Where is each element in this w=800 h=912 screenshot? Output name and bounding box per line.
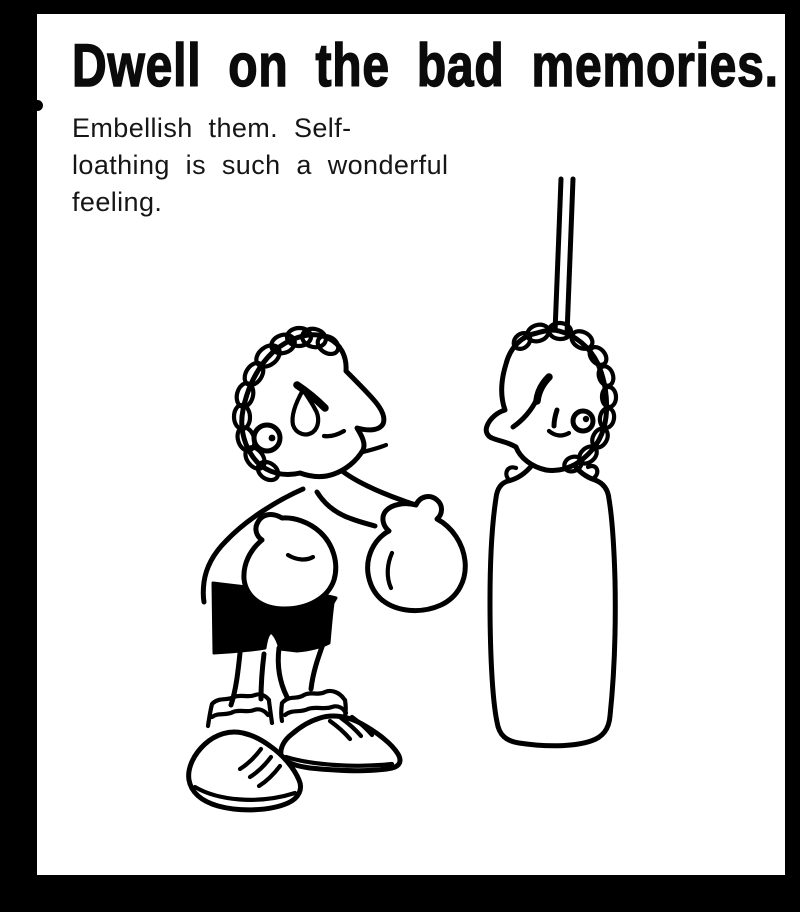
caption-line-1: Embellish them. Self- [72,113,352,143]
bag-eye [554,410,557,426]
panel-title: Dwell on the bad memories. [72,32,779,99]
caption-line-2: loathing is such a wonderful [72,150,449,180]
bag-face [486,322,616,474]
boxer-figure [189,326,466,809]
right-shoe [281,716,400,771]
boxer-ear [254,425,280,451]
right-boxing-glove [368,497,466,611]
punching-bag [486,179,616,746]
boxer-head [234,326,386,483]
bag-ear-dot [583,416,589,422]
bag-body [490,463,615,746]
boxer-mouth [363,445,386,452]
rope [555,179,573,334]
boxer-ear-dot [269,435,276,442]
bag-ear [573,411,593,431]
left-boxing-glove [244,515,336,609]
caption-line-3: feeling. [72,187,163,217]
